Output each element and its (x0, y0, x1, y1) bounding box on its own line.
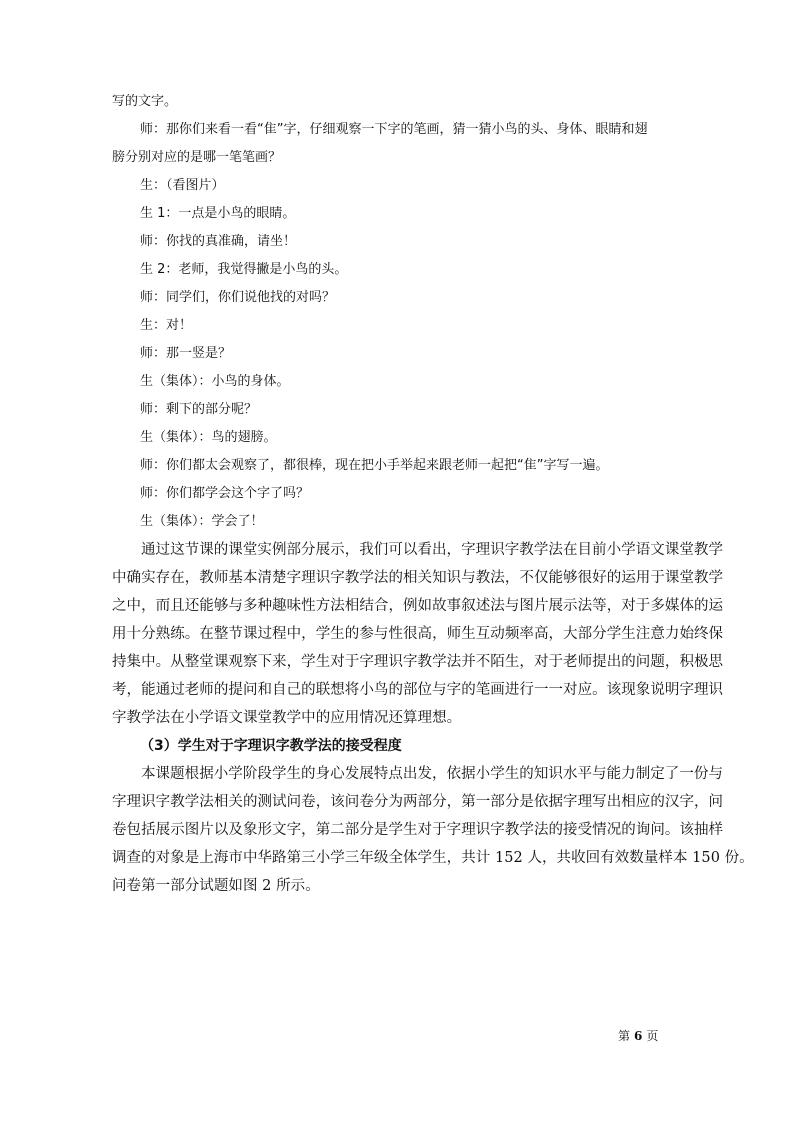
dialogue-line: 生（集体）：学会了！ (140, 514, 264, 529)
dialogue-line: 生（集体）：鸟的翅膀。 (140, 430, 277, 445)
paragraph-line: 卷包括展示图片以及象形文字，第二部分是学生对于字理识字教学法的接受情况的询问。该抽样 (112, 822, 724, 838)
dialogue-line: 师：剩下的部分呢？ (140, 402, 258, 417)
paragraph-line: 通过这节课的课堂实例部分展示，我们可以看出，字理识字教学法在目前小学语文课堂教学 (141, 542, 723, 558)
footer-suffix: 页 (646, 1029, 659, 1043)
paragraph-line: 调查的对象是上海市中华路第三小学三年级全体学生，共计 152 人，共收回有效数量样本 150 份。 (112, 850, 754, 866)
page-number: 6 (634, 1029, 643, 1043)
paragraph-line: 考，能通过老师的提问和自己的联想将小鸟的部位与字的笔画进行一一对应。该现象说明字理识 (112, 682, 724, 698)
dialogue-line: 师：同学们，你们说他找的对吗？ (140, 290, 336, 305)
paragraph-line: 之中，而且还能够与多种趣味性方法相结合，例如故事叙述法与图片展示法等，对于多媒体的运 (112, 598, 724, 614)
footer-prefix: 第 (618, 1029, 631, 1043)
dialogue-line: 生 2：老师，我觉得撇是小鸟的头。 (140, 262, 348, 277)
dialogue-line: 师：那一竖是？ (140, 346, 232, 361)
paragraph-line: 字理识字教学法相关的测试问卷，该问卷分为两部分，第一部分是依据字理写出相应的汉字，问 (112, 794, 724, 810)
paragraph-line: 用十分熟练。在整节课过程中，学生的参与性很高，师生互动频率高，大部分学生注意力始终保 (112, 626, 724, 642)
page-footer (618, 1027, 658, 1044)
dialogue-line: 师：你找的真准确，请坐！ (140, 234, 297, 249)
dialogue-line: 师：那你们来看一看“隹”字，仔细观察一下字的笔画，猜一猜小鸟的头、身体、眼睛和翅 (140, 122, 648, 137)
paragraph-line: 持集中。从整堂课观察下来，学生对于字理识字教学法并不陌生，对于老师提出的问题，积极思 (112, 654, 724, 670)
paragraph-line: 本课题根据小学阶段学生的身心发展特点出发，依据小学生的知识水平与能力制定了一份与 (141, 766, 723, 782)
section-heading: （3）学生对于字理识字教学法的接受程度 (140, 738, 402, 754)
dialogue-line: 生：（看图片） (140, 178, 225, 193)
dialogue-line: 生：对！ (140, 318, 193, 333)
body-text (112, 88, 754, 900)
dialogue-line: 师：你们都太会观察了，都很棒，现在把小手举起来跟老师一起把“隹”字写一遍。 (140, 458, 609, 473)
dialogue-line: 生 1：一点是小鸟的眼睛。 (140, 206, 296, 221)
dialogue-line: 师：你们都学会这个字了吗？ (140, 486, 310, 501)
paragraph-line: 中确实存在，教师基本清楚字理识字教学法的相关知识与教法，不仅能够很好的运用于课堂教学 (112, 570, 724, 586)
paragraph-line: 问卷第一部分试题如图 2 所示。 (112, 878, 320, 894)
continuation-line: 写的文字。 (112, 94, 178, 109)
paragraph-line: 字教学法在小学语文课堂教学中的应用情况还算理想。 (112, 710, 462, 726)
dialogue-line-wrap: 膀分别对应的是哪一笔笔画？ (112, 150, 282, 165)
dialogue-line: 生（集体）：小鸟的身体。 (140, 374, 290, 389)
